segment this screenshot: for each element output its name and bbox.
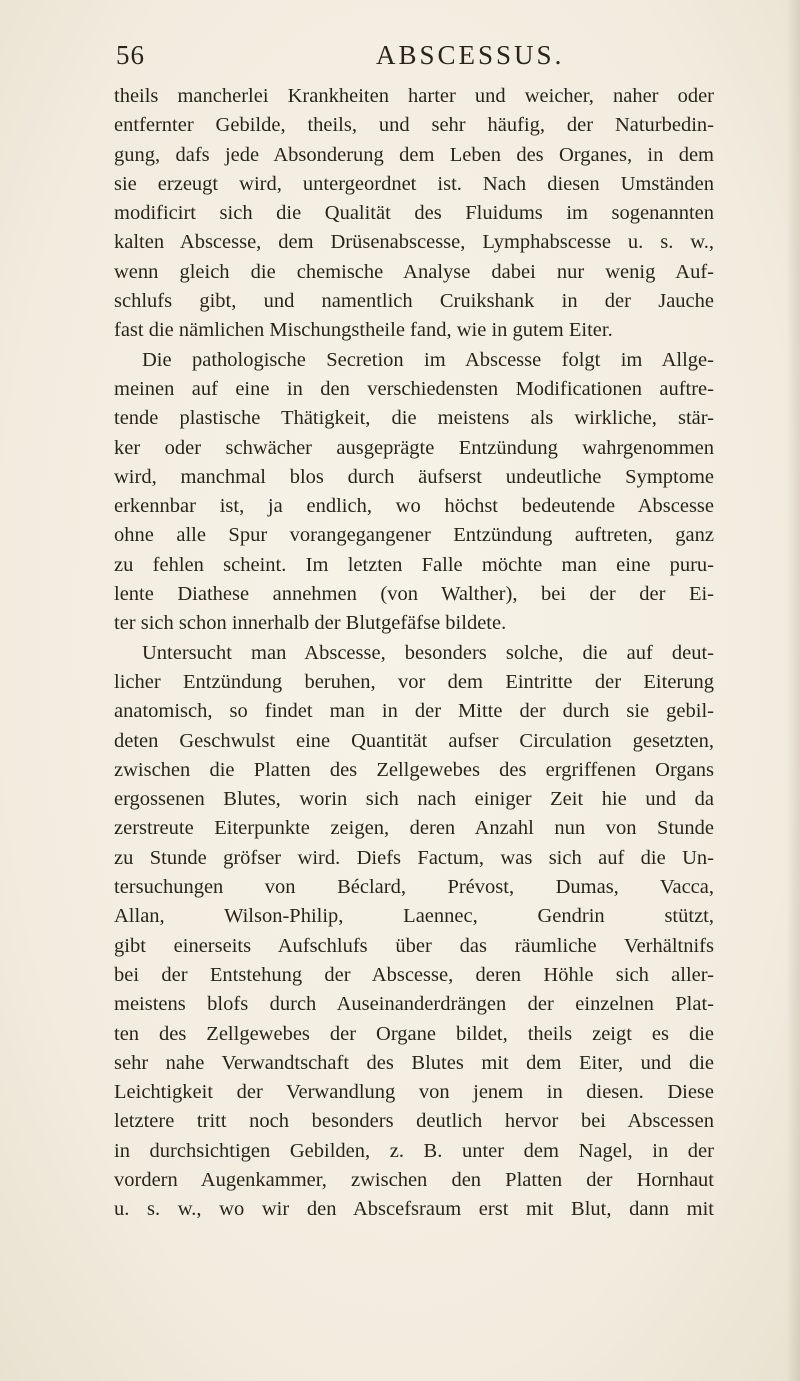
text-line: theils mancherlei Krankheiten harter und weicher, naher oder [114,85,714,107]
text-line: meinen auf eine in den verschiedensten Modificationen auftre- [114,377,714,400]
text-line: Die pathologische Secretion im Abscesse folgt im Allge- [142,348,714,371]
text-line: gung, dafs jede Absonderung dem Leben des Organes, in dem [114,143,714,166]
text-line: wird, manchmal blos durch äufserst undeutliche Symptome [114,465,714,488]
text-line: licher Entzündung beruhen, vor dem Eintritte der Eiterung [114,670,714,693]
text-line: letztere tritt noch besonders deutlich hervor bei Abscessen [114,1110,714,1133]
text-line: ergossenen Blutes, worin sich nach einiger Zeit hie und da [114,788,714,811]
text-line: schlufs gibt, und namentlich Cruikshank in der Jauche [114,290,714,313]
text-line: sehr nahe Verwandtschaft des Blutes mit dem Eiter, und die [114,1051,714,1074]
body-text [114,82,714,1225]
text-line: vordern Augenkammer, zwischen den Platten der Hornhaut [114,1168,714,1191]
text-line: zerstreute Eiterpunkte zeigen, deren Anzahl nun von Stunde [114,817,714,840]
text-line: u. s. w., wo wir den Abscefsraum erst mit Blut, dann mit [114,1198,714,1221]
text-line: ohne alle Spur vorangegangener Entzündung auftreten, ganz [114,524,714,547]
text-line: anatomisch, so findet man in der Mitte der durch sie gebil- [114,700,714,723]
text-line: deten Geschwulst eine Quantität aufser Circulation gesetzten, [114,729,714,752]
text-line: Leichtigkeit der Verwandlung von jenem in diesen. Diese [114,1081,714,1104]
text-line: zu fehlen scheint. Im letzten Falle möchte man eine puru- [114,553,714,576]
text-line: ter sich schon innerhalb der Blutgefäfse bildete. [114,612,507,635]
text-line: modificirt sich die Qualität des Fluidums im sogenannten [114,202,714,225]
text-line: wenn gleich die chemische Analyse dabei nur wenig Auf- [114,260,714,283]
text-line: zu Stunde gröfser wird. Diefs Factum, was sich auf die Un- [114,846,714,869]
text-line: in durchsichtigen Gebilden, z. B. unter dem Nagel, in der [114,1139,714,1162]
text-line: zwischen die Platten des Zellgewebes des ergriffenen Organs [114,758,714,781]
text-line: entfernter Gebilde, theils, und sehr häufig, der Naturbedin- [114,114,714,137]
text-line: erkennbar ist, ja endlich, wo höchst bedeutende Abscesse [114,495,714,518]
text-line: tersuchungen von Béclard, Prévost, Dumas, Vacca, [114,876,714,899]
page-edge-shadow [786,0,800,1381]
text-line: Allan, Wilson-Philip, Laennec, Gendrin stützt, [114,905,714,928]
text-line: tende plastische Thätigkeit, die meistens als wirkliche, stär- [114,407,714,430]
text-line: kalten Abscesse, dem Drüsenabscesse, Lymphabscesse u. s. w., [114,231,714,254]
text-line: bei der Entstehung der Abscesse, deren Höhle sich aller- [114,963,714,986]
page-header [116,40,706,80]
running-head: ABSCESSUS. [376,40,565,70]
text-line: ker oder schwächer ausgeprägte Entzündung wahrgenommen [114,436,714,459]
page-number: 56 [116,40,145,70]
text-line: fast die nämlichen Mischungstheile fand, wie in gutem Eiter. [114,319,613,342]
text-line: ten des Zellgewebes der Organe bildet, theils zeigt es die [114,1022,714,1045]
text-line: lente Diathese annehmen (von Walther), bei der der Ei- [114,583,714,606]
text-line: meistens blofs durch Auseinanderdrängen der einzelnen Plat- [114,993,714,1016]
text-line: sie erzeugt wird, untergeordnet ist. Nach diesen Umständen [114,172,714,195]
text-line: Untersucht man Abscesse, besonders solche, die auf deut- [142,641,714,664]
text-line: gibt einerseits Aufschlufs über das räumliche Verhältnifs [114,934,714,957]
